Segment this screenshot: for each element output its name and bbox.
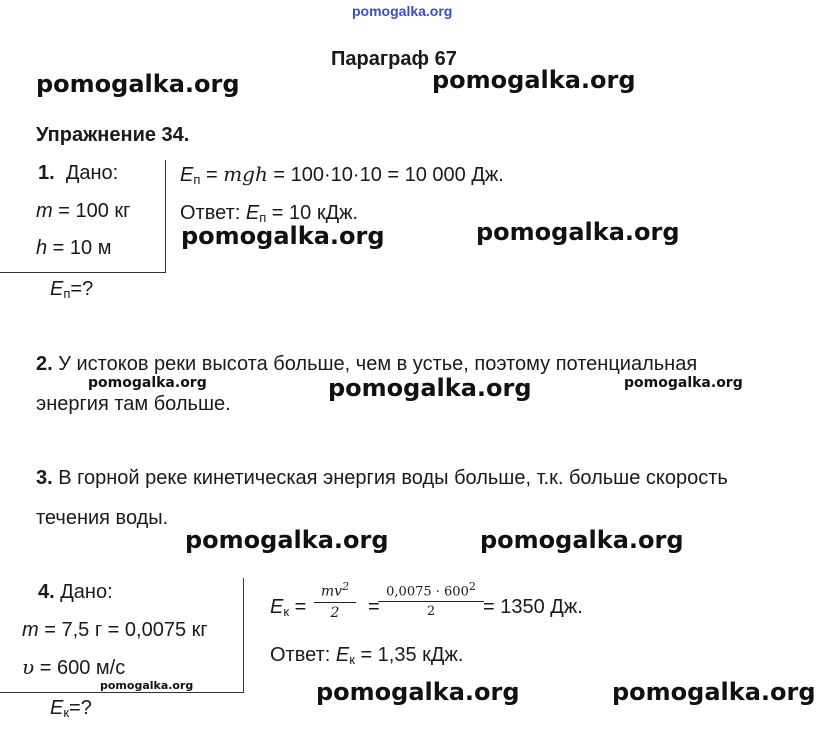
- fraction-mv2-over-2: [314, 580, 356, 621]
- watermark: pomogalka.org: [328, 374, 532, 402]
- watermark: pomogalka.org: [476, 218, 680, 246]
- watermark: pomogalka.org: [480, 526, 684, 554]
- sub-p: п: [193, 172, 201, 187]
- value-v: = 600 м/с: [34, 657, 126, 679]
- task1-mass: [36, 200, 130, 223]
- equals: =: [200, 164, 224, 186]
- value-m: = 100 кг: [52, 200, 131, 222]
- frac2-denominator: 2: [426, 604, 436, 620]
- frac1-power: 2: [342, 580, 350, 593]
- task4-given: [38, 581, 113, 604]
- task4-find: [50, 697, 92, 720]
- var-v: υ: [22, 655, 35, 679]
- answer-label: Ответ:: [180, 202, 246, 224]
- task2-number: 2.: [36, 353, 53, 375]
- frac2-numerator: 0,0075 · 600: [386, 584, 469, 600]
- watermark: pomogalka.org: [185, 526, 389, 554]
- sub-p: п: [259, 210, 267, 225]
- given-divider: [0, 272, 165, 273]
- var-E: E: [270, 596, 284, 618]
- task3-number: 3.: [36, 467, 53, 489]
- answer-label: Ответ:: [270, 644, 336, 666]
- task1-given: [38, 162, 118, 185]
- task4-mass: [22, 619, 208, 642]
- task4-velocity: [22, 655, 125, 680]
- formula-mgh: mgh: [223, 162, 268, 186]
- task3-line1: [36, 467, 728, 490]
- var-E: E: [245, 202, 260, 224]
- var-E: E: [335, 644, 350, 666]
- value-m: = 7,5 г = 0,0075 кг: [38, 619, 208, 641]
- task2-line2: энергия там больше.: [36, 393, 231, 415]
- task1-formula: [180, 162, 504, 187]
- watermark: pomogalka.org: [181, 222, 385, 250]
- var-h: h: [36, 237, 48, 259]
- var-m: m: [22, 619, 39, 641]
- task1-given-label: Дано:: [65, 162, 119, 184]
- task2-line1: [36, 353, 697, 376]
- task1-number: 1.: [38, 162, 55, 184]
- fraction-bar: [378, 601, 484, 602]
- watermark: pomogalka.org: [88, 375, 207, 391]
- sub-k: к: [63, 705, 70, 720]
- task4-formula-lhs: [270, 596, 306, 619]
- find-question: =?: [70, 278, 94, 300]
- task2-text: У истоков реки высота больше, чем в устье, поэтому потенциальная: [52, 353, 698, 375]
- given-divider: [0, 692, 243, 693]
- task4-result: = 1350 Дж.: [483, 596, 583, 618]
- var-E: E: [180, 164, 194, 186]
- equals: =: [289, 596, 307, 618]
- watermark: pomogalka.org: [100, 679, 194, 692]
- given-separator: [243, 578, 244, 693]
- watermark: pomogalka.org: [432, 66, 636, 94]
- frac1-numerator: mv: [320, 583, 343, 600]
- task4-answer: [270, 644, 463, 667]
- task4-number: 4.: [38, 581, 55, 603]
- sub-k: к: [283, 604, 290, 619]
- watermark: pomogalka.org: [624, 375, 743, 391]
- answer-value: = 10 кДж.: [266, 202, 359, 224]
- fraction-numeric: [378, 580, 484, 619]
- given-separator: [165, 160, 166, 273]
- watermark: pomogalka.org: [36, 70, 240, 98]
- watermark: pomogalka.org: [316, 678, 520, 706]
- task3-text: В горной реке кинетическая энергия воды больше, т.к. больше скорость: [52, 467, 728, 489]
- watermark-top: pomogalka.org: [352, 3, 453, 19]
- fraction-bar: [314, 602, 356, 603]
- task4-given-label: Дано:: [54, 581, 113, 603]
- frac1-denominator: 2: [330, 604, 340, 621]
- var-E: E: [50, 697, 64, 719]
- exercise-title: Упражнение 34.: [36, 124, 190, 146]
- task1-find: [50, 278, 93, 301]
- answer-value: = 1,35 кДж.: [354, 644, 464, 666]
- watermark: pomogalka.org: [612, 678, 816, 706]
- equals-2: =: [368, 596, 380, 618]
- value-h: = 10 м: [47, 237, 112, 259]
- sub-k: к: [349, 652, 355, 667]
- frac2-power: 2: [468, 580, 476, 593]
- task1-answer: [180, 202, 358, 225]
- find-question: =?: [69, 697, 92, 719]
- task1-height: [36, 237, 111, 260]
- sub-p: п: [63, 286, 71, 301]
- formula-calc: = 100·10·10 = 10 000 Дж.: [267, 164, 504, 186]
- page-title: Параграф 67: [331, 48, 457, 70]
- var-m: m: [36, 200, 53, 222]
- var-E: E: [50, 278, 64, 300]
- task3-line2: течения воды.: [36, 507, 169, 529]
